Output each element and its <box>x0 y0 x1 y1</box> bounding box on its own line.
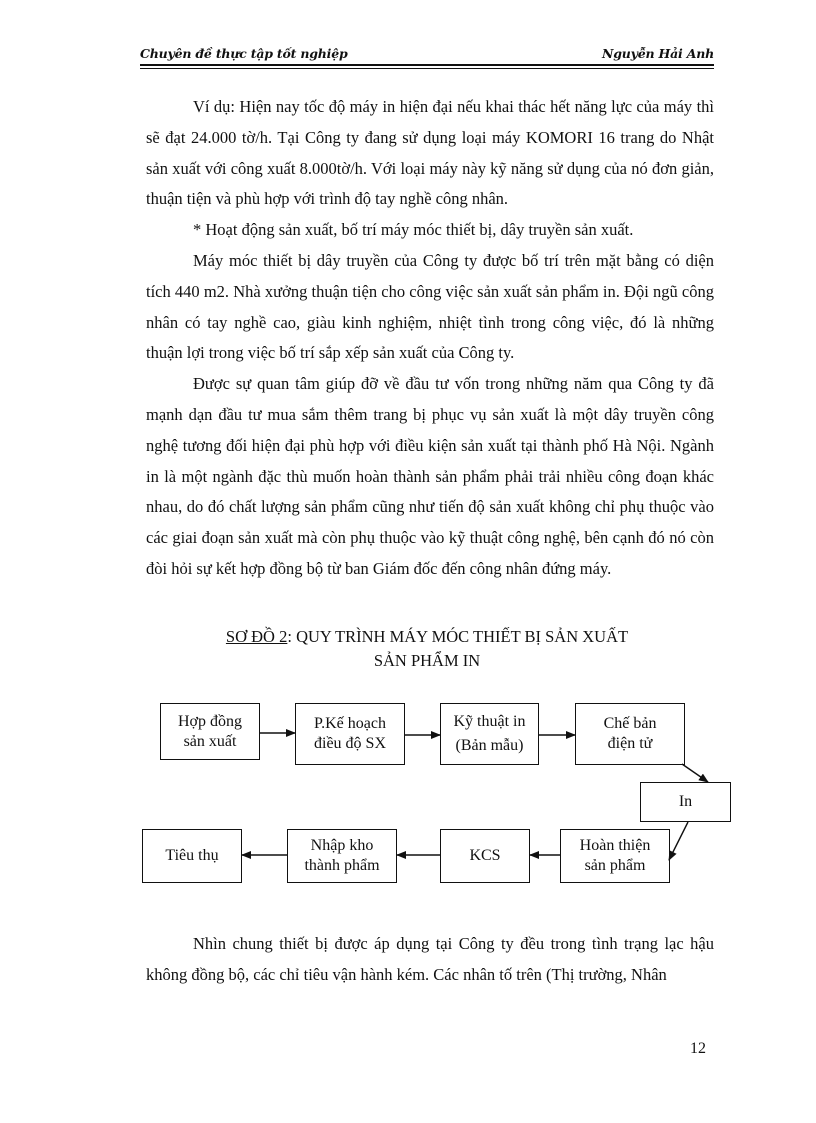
box-tieu-thu <box>142 829 242 883</box>
diagram-title-line1 <box>140 625 714 649</box>
box-line: (Bản mẫu) <box>455 737 524 754</box>
box-che-ban-dien-tu <box>575 703 685 765</box>
diagram-title-line2: SẢN PHẨM IN <box>373 651 481 670</box>
box-in <box>640 782 731 822</box>
body-text <box>146 92 714 585</box>
header-rule-thin <box>140 68 714 69</box>
box-hop-dong-san-xuat <box>160 703 260 760</box>
header-rule <box>140 64 714 66</box>
arrow-cheban-to-in <box>682 764 708 782</box>
box-line: Kỹ thuật in <box>453 713 526 730</box>
box-line: Hợp đồng <box>177 712 242 730</box>
box-line: In <box>678 793 693 810</box>
header-author: Nguyễn Hải Anh <box>602 46 714 61</box>
box-nhap-kho-thanh-pham <box>287 829 397 883</box>
paragraph-investment: Được sự quan tâm giúp đỡ về đầu tư vốn trong những năm qua Công ty đã mạnh dạn đầu tư mua sắm thêm trang bị phục vụ sản xuất là một dây truyền công nghệ tương đối hiện đại phù hợp với điều kiện sản xuất tại thành phố Hà Nội. Ngành in là một ngành đặc thù muốn hoàn thành sản phẩm phải trải nhiều công đoạn khác nhau, do đó chất lượng sản phẩm cũng như tiến độ sản xuất không chỉ phụ thuộc vào các giai đoạn sản xuất mà còn phụ thuộc vào kỹ thuật công nghệ, bên cạnh đó nó còn đòi hỏi sự kết hợp đồng bộ từ ban Giám đốc đến công nhân đứng máy. <box>146 374 714 578</box>
box-line: điều độ SX <box>314 735 386 752</box>
box-line: KCS <box>469 847 501 864</box>
box-line: thành phẩm <box>304 857 380 874</box>
diagram-title-text: : QUY TRÌNH MÁY MÓC THIẾT BỊ SẢN XUẤT <box>287 627 629 646</box>
box-line: Tiêu thụ <box>165 847 219 864</box>
diagram-title <box>140 625 714 673</box>
box-line: Chế bản <box>603 715 657 732</box>
box-kcs <box>440 829 530 883</box>
arrow-in-to-hoanthien <box>669 822 688 860</box>
paragraph-equipment: Máy móc thiết bị dây truyền của Công ty được bố trí trên mặt bằng có diện tích 440 m2. Nhà xưởng thuận tiện cho công việc sản xuất sản phẩm in. Đội ngũ công nhân có tay nghề cao, giàu kinh nghiệm, nhiệt tình trong công việc, đó là những thuận lợi trong việc bố trí sắp xếp sản xuất của Công ty. <box>146 250 714 363</box>
paragraph-heading-activity: * Hoạt động sản xuất, bố trí máy móc thiết bị, dây truyền sản xuất. <box>193 220 634 240</box>
diagram-label: SƠ ĐỒ 2 <box>225 627 288 646</box>
box-line: sản phẩm <box>584 857 646 874</box>
paragraph-example: Ví dụ: Hiện nay tốc độ máy in hiện đại nếu khai thác hết năng lực của máy thì sẽ đạt 24.000 tờ/h. Tại Công ty đang sử dụng loại máy KOMORI 16 trang do Nhật sản xuất với công xuất 8.000tờ/h. Với loại máy này kỹ năng sử dụng của nó đơn giản, thuận tiện và phù hợp với trình độ tay nghề công nhân. <box>146 97 714 209</box>
tail-text <box>146 929 714 991</box>
box-line: sản xuất <box>183 732 237 750</box>
box-ke-hoach-dieu-do <box>295 703 405 765</box>
box-line: P.Kế hoạch <box>314 715 386 732</box>
box-line: điện tử <box>607 735 653 752</box>
page-number: 12 <box>690 1040 706 1057</box>
paragraph-conclusion: Nhìn chung thiết bị được áp dụng tại Công ty đều trong tình trạng lạc hậu không đồng bộ, các chỉ tiêu vận hành kém. Các nhân tố trên (Thị trường, Nhân <box>146 934 714 984</box>
box-hoan-thien-san-pham <box>560 829 670 883</box>
box-line: Nhập kho <box>310 837 374 854</box>
page-header <box>140 44 714 66</box>
box-ky-thuat-in <box>440 703 539 765</box>
header-document-title: Chuyên đề thực tập tốt nghiệp <box>140 46 348 61</box>
box-line: Hoàn thiện <box>579 837 651 854</box>
